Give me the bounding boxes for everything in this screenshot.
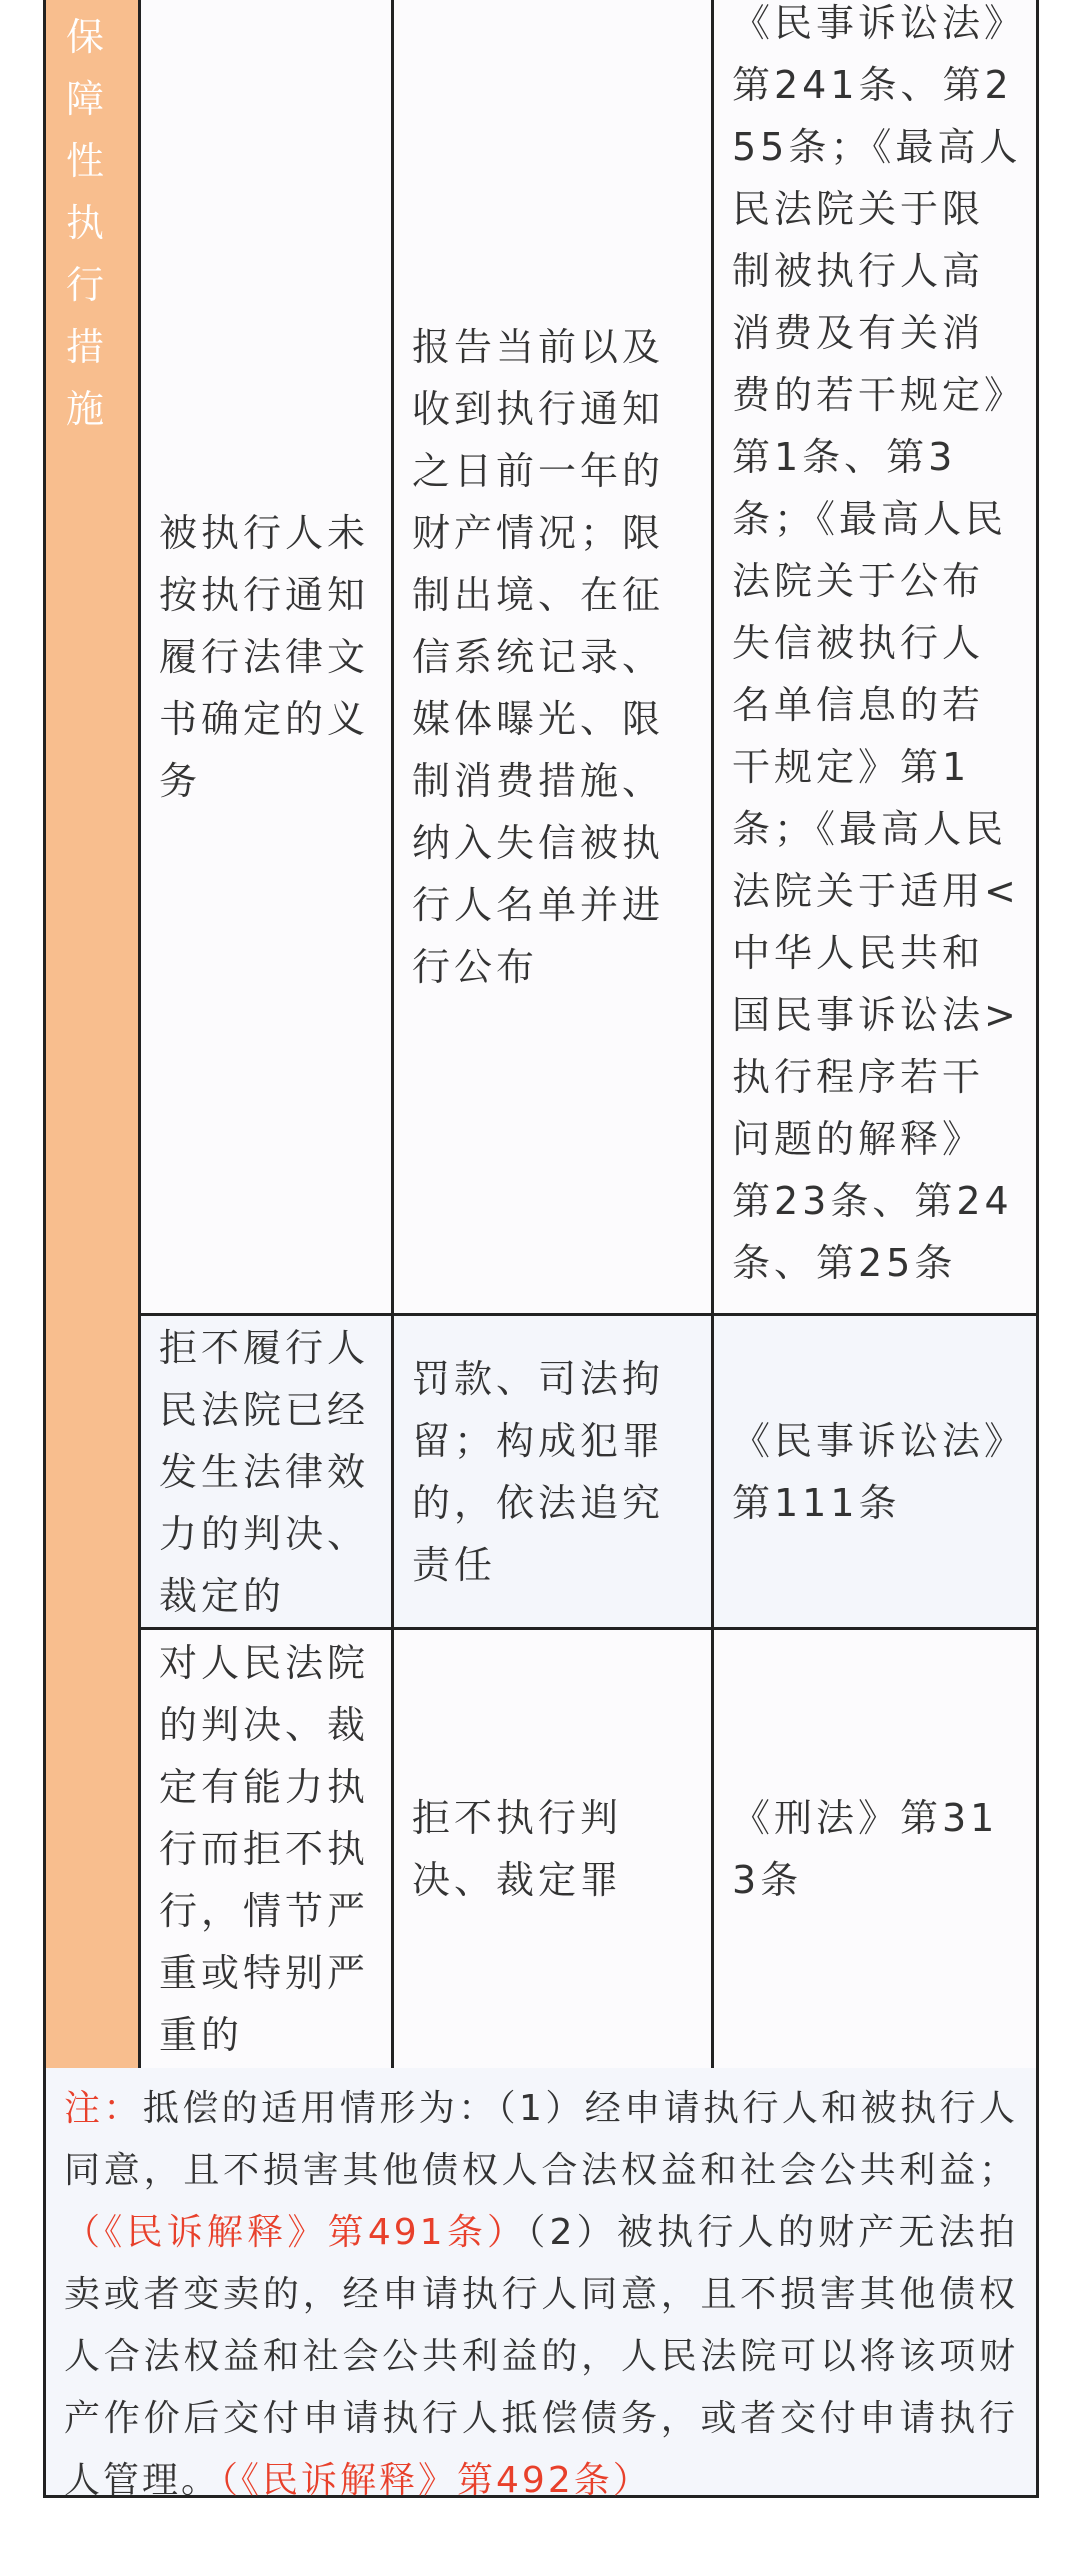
measure-cell-2 bbox=[394, 1316, 714, 1630]
measures-table-page bbox=[43, 0, 1039, 2500]
situation-cell-2 bbox=[141, 1316, 394, 1630]
basis-cell-3 bbox=[714, 1630, 1036, 2068]
basis-text-3: 《刑法》第313条 bbox=[732, 1796, 999, 1902]
note-label: 注： bbox=[64, 2088, 143, 2129]
note-ref-1: （《民诉解释》第491条） bbox=[64, 2212, 528, 2253]
category-label: 保障性执行措施 bbox=[66, 15, 105, 431]
execution-measures-table bbox=[43, 0, 1039, 2068]
basis-cell-1 bbox=[714, 0, 1036, 1316]
note-text-2: （2）被执行人的财产无法拍卖或者变卖的，经申请执行人同意，且不损害其他债权人合法权益和社会公共利益的，人民法院可以将该项财产作价后交付申请执行人抵偿债务，或者交付申请执行人管理。 bbox=[64, 2212, 1019, 2501]
category-cell bbox=[46, 0, 141, 2068]
situation-text-2: 拒不履行人民法院已经发生法律效力的判决、裁定的 bbox=[159, 1325, 370, 1618]
footnote bbox=[43, 2068, 1039, 2501]
basis-cell-2 bbox=[714, 1316, 1036, 1630]
measure-cell-1 bbox=[394, 0, 714, 1316]
measure-text-3: 拒不执行判决、裁定罪 bbox=[412, 1796, 623, 1902]
situation-text-3: 对人民法院的判决、裁定有能力执行而拒不执行，情节严重或特别严重的 bbox=[159, 1641, 370, 2057]
basis-text-1: 《民事诉讼法》第241条、第255条；《最高人民法院关于限制被执行人高消费及有关消费的若干规定》第1条、第3条；《最高人民法院关于公布失信被执行人名单信息的若干规定》第1条；《最高人民法院关于适用<中华人民共和国民事诉讼法>执行程序若干问题的解释》第23条、第24条、第25条 bbox=[732, 1, 1022, 1285]
measure-cell-3 bbox=[394, 1630, 714, 2068]
situation-cell-3 bbox=[141, 1630, 394, 2068]
basis-text-2: 《民事诉讼法》第111条 bbox=[732, 1418, 1008, 1525]
measure-text-1: 报告当前以及收到执行通知之日前一年的财产情况；限制出境、在征信系统记录、媒体曝光、限制消费措施、纳入失信被执行人名单并进行公布 bbox=[412, 324, 665, 989]
situation-text-1: 被执行人未按执行通知履行法律文书确定的义务 bbox=[159, 510, 370, 803]
situation-cell-1 bbox=[141, 0, 394, 1316]
measure-text-2: 罚款、司法拘留；构成犯罪的，依法追究责任 bbox=[412, 1356, 665, 1587]
note-text-1: 抵偿的适用情形为：（1）经申请执行人和被执行人同意，且不损害其他债权人合法权益和社会公共利益； bbox=[64, 2088, 1018, 2191]
note-ref-2: （《民诉解释》第492条） bbox=[220, 2460, 652, 2501]
